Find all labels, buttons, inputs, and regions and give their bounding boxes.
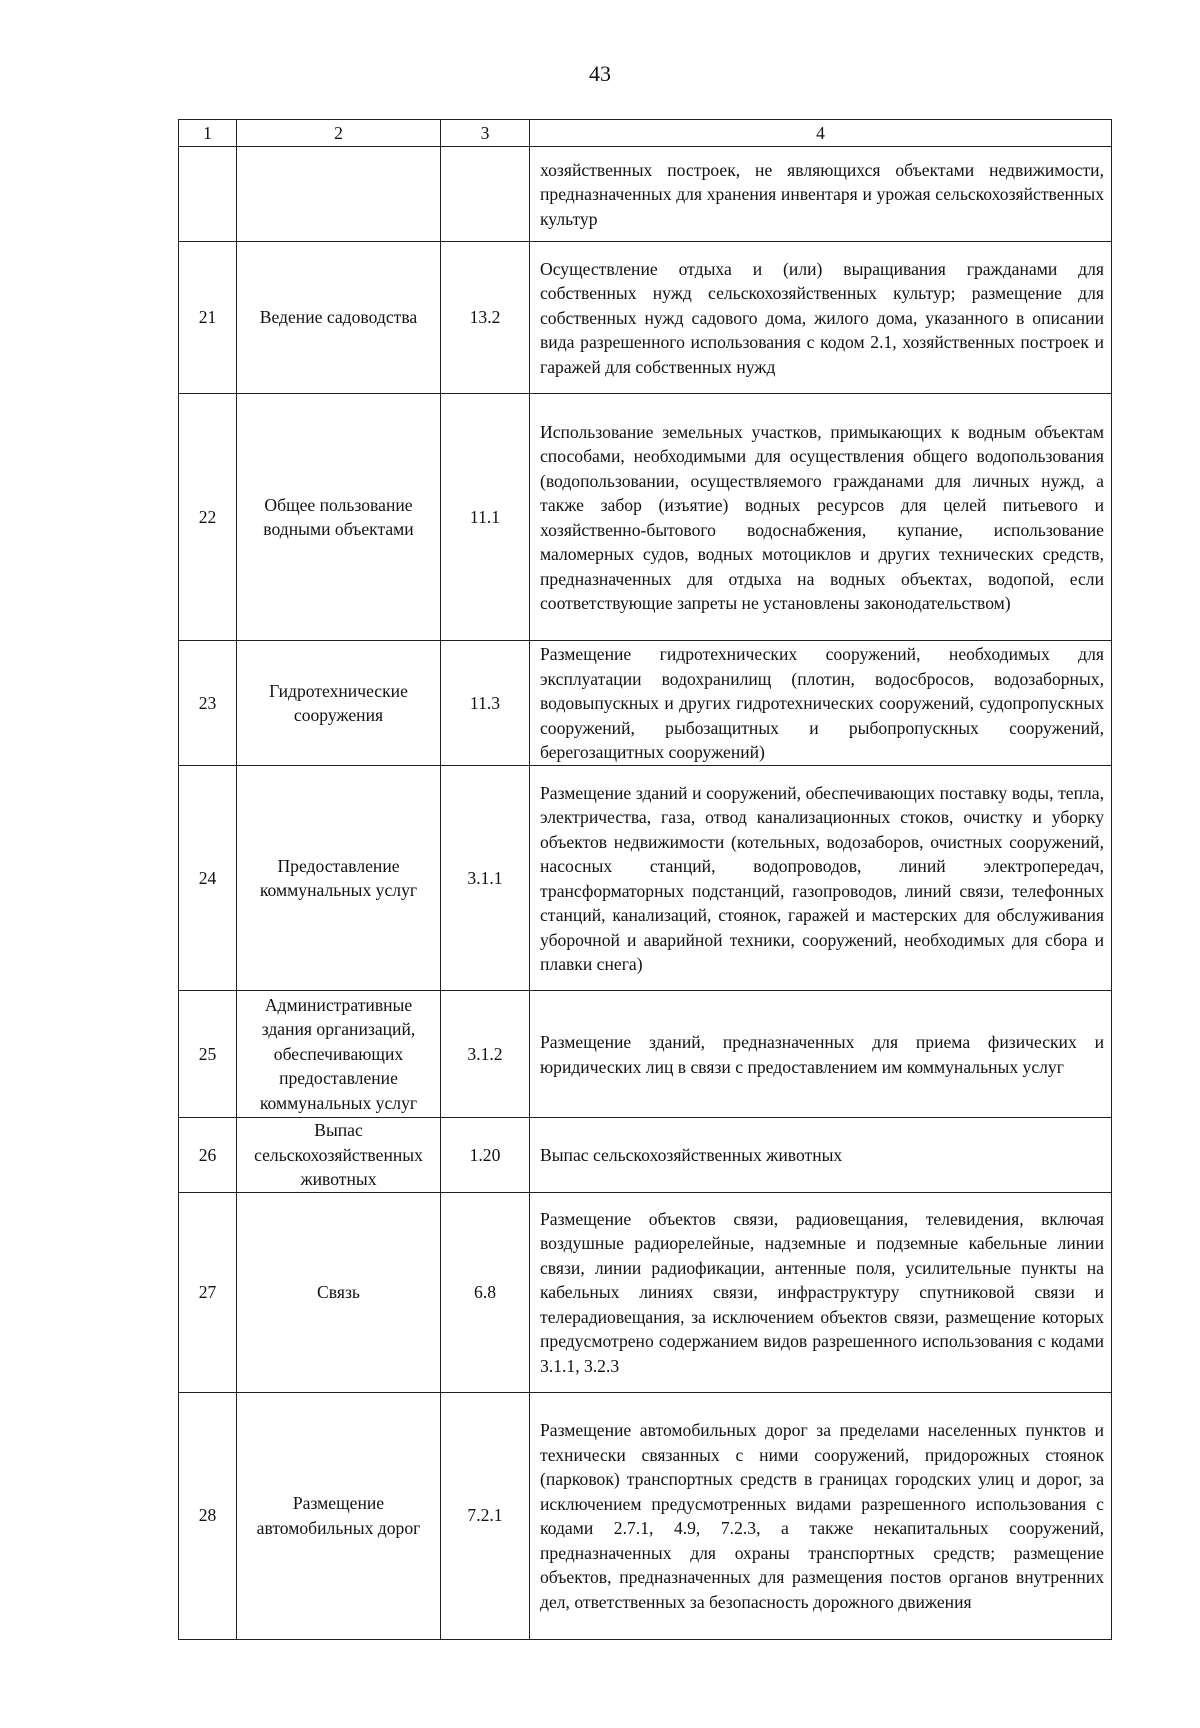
table-row bbox=[179, 641, 1112, 766]
use-type-code: 3.1.2 bbox=[441, 991, 530, 1118]
use-type-description: хозяйственных построек, не являющихся объектами недвижимости, предназначенных для хранения инвентаря и урожая сельскохозяйственных культур bbox=[530, 147, 1112, 242]
column-header-3: 3 bbox=[441, 120, 530, 147]
row-number: 26 bbox=[179, 1118, 237, 1193]
row-number bbox=[179, 147, 237, 242]
use-type-description: Размещение автомобильных дорог за пределами населенных пунктов и технически связанных с ними сооружений, придорожных стоянок (парковок) транспортных средств в границах городских улиц и дорог, за исключением предусмотренных видами разрешенного использования с кодами 2.7.1, 4.9, 7.2.3, а также некапитальных сооружений, предназначенных для охраны транспортных средств; размещение объектов, предназначенных для размещения постов органов внутренних дел, ответственных за безопасность дорожного движения bbox=[530, 1392, 1112, 1639]
use-type-name: Предоставление коммунальных услуг bbox=[237, 766, 441, 991]
use-type-description: Выпас сельскохозяйственных животных bbox=[530, 1118, 1112, 1193]
use-type-name: Ведение садоводства bbox=[237, 242, 441, 394]
page-number: 43 bbox=[589, 61, 611, 86]
use-type-description: Размещение гидротехнических сооружений, необходимых для эксплуатации водохранилищ (плотин, водосбросов, водозаборных, водовыпускных и других гидротехнических сооружений, судопропускных сооружений, рыбозащитных и рыбопропускных сооружений, берегозащитных сооружений) bbox=[530, 641, 1112, 766]
use-type-description: Размещение зданий, предназначенных для приема физических и юридических лиц в связи с предоставлением им коммунальных услуг bbox=[530, 991, 1112, 1118]
use-type-code bbox=[441, 147, 530, 242]
use-type-code: 3.1.1 bbox=[441, 766, 530, 991]
use-type-code: 7.2.1 bbox=[441, 1392, 530, 1639]
use-type-name: Административные здания организаций, обеспечивающих предоставление коммунальных услуг bbox=[237, 991, 441, 1118]
table-row bbox=[179, 147, 1112, 242]
use-type-code: 11.1 bbox=[441, 394, 530, 641]
row-number: 24 bbox=[179, 766, 237, 991]
table-header-row bbox=[179, 120, 1112, 147]
column-header-1: 1 bbox=[179, 120, 237, 147]
table-row bbox=[179, 1392, 1112, 1639]
table-row bbox=[179, 766, 1112, 991]
use-type-description: Осуществление отдыха и (или) выращивания гражданами для собственных нужд сельскохозяйственных культур; размещение для собственных нужд садового дома, жилого дома, указанного в описании вида разрешенного использования с кодом 2.1, хозяйственных построек и гаражей для собственных нужд bbox=[530, 242, 1112, 394]
table-row bbox=[179, 242, 1112, 394]
row-number: 21 bbox=[179, 242, 237, 394]
use-type-code: 6.8 bbox=[441, 1192, 530, 1392]
table-row bbox=[179, 1118, 1112, 1193]
use-type-name: Выпас сельскохозяйственных животных bbox=[237, 1118, 441, 1193]
table-row bbox=[179, 991, 1112, 1118]
use-type-name: Гидротехнические сооружения bbox=[237, 641, 441, 766]
use-type-name: Общее пользование водными объектами bbox=[237, 394, 441, 641]
row-number: 27 bbox=[179, 1192, 237, 1392]
use-type-description: Размещение зданий и сооружений, обеспечивающих поставку воды, тепла, электричества, газа, отвод канализационных стоков, очистку и уборку объектов недвижимости (котельных, водозаборов, очистных сооружений, насосных станций, водопроводов, линий электропередач, трансформаторных подстанций, газопроводов, линий связи, телефонных станций, канализаций, стоянок, гаражей и мастерских для обслуживания уборочной и аварийной техники, сооружений, необходимых для сбора и плавки снега) bbox=[530, 766, 1112, 991]
table-row bbox=[179, 394, 1112, 641]
table-row bbox=[179, 1192, 1112, 1392]
use-type-code: 13.2 bbox=[441, 242, 530, 394]
column-header-4: 4 bbox=[530, 120, 1112, 147]
row-number: 28 bbox=[179, 1392, 237, 1639]
row-number: 22 bbox=[179, 394, 237, 641]
use-type-code: 1.20 bbox=[441, 1118, 530, 1193]
use-type-name: Связь bbox=[237, 1192, 441, 1392]
land-use-table bbox=[178, 119, 1112, 1640]
use-type-description: Размещение объектов связи, радиовещания, телевидения, включая воздушные радиорелейные, надземные и подземные кабельные линии связи, линии радиофикации, антенные поля, усилительные пункты на кабельных линиях связи, инфраструктуру спутниковой связи и телерадиовещания, за исключением объектов связи, размещение которых предусмотрено содержанием видов разрешенного использования с кодами 3.1.1, 3.2.3 bbox=[530, 1192, 1112, 1392]
use-type-name bbox=[237, 147, 441, 242]
row-number: 25 bbox=[179, 991, 237, 1118]
column-header-2: 2 bbox=[237, 120, 441, 147]
use-type-name: Размещение автомобильных дорог bbox=[237, 1392, 441, 1639]
use-type-description: Использование земельных участков, примыкающих к водным объектам способами, необходимыми для осуществления общего водопользования (водопользовании, осуществляемого гражданами для личных нужд, а также забор (изъятие) водных ресурсов для целей питьевого и хозяйственно-бытового водоснабжения, купание, использование маломерных судов, водных мотоциклов и других технических средств, предназначенных для отдыха на водных объектах, водопой, если соответствующие запреты не установлены законодательством) bbox=[530, 394, 1112, 641]
row-number: 23 bbox=[179, 641, 237, 766]
use-type-code: 11.3 bbox=[441, 641, 530, 766]
